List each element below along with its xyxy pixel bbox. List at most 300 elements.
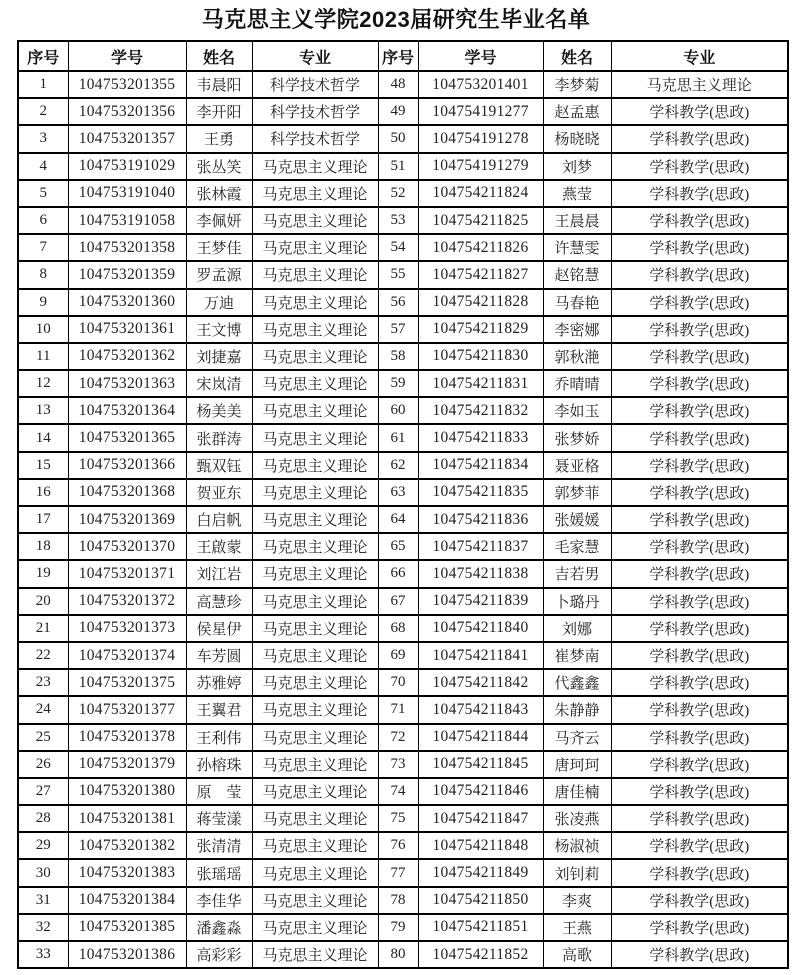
cell-name: 王翼君: [186, 696, 252, 723]
cell-name: 赵孟惠: [543, 98, 611, 125]
cell-student-id: 104753201366: [68, 452, 186, 479]
cell-major: 马克思主义理论: [252, 370, 378, 397]
cell-name: 万迪: [186, 289, 252, 316]
cell-name: 原 莹: [186, 778, 252, 805]
cell-major: 学科教学(思政): [611, 724, 788, 751]
cell-index: 58: [378, 343, 418, 370]
table-row: [18, 207, 788, 234]
header-name-right: 姓名: [543, 41, 611, 71]
graduate-roster-table: [17, 40, 789, 969]
cell-index: 79: [378, 914, 418, 941]
cell-major: 马克思主义理论: [252, 751, 378, 778]
cell-major: 学科教学(思政): [611, 180, 788, 207]
cell-index: 66: [378, 560, 418, 587]
cell-index: 48: [378, 71, 418, 98]
cell-name: 韦晨阳: [186, 71, 252, 98]
cell-student-id: 104754211831: [418, 370, 543, 397]
cell-major: 马克思主义理论: [252, 887, 378, 914]
cell-index: 78: [378, 887, 418, 914]
cell-index: 53: [378, 207, 418, 234]
cell-name: 李爽: [543, 887, 611, 914]
cell-index: 22: [18, 642, 68, 669]
cell-index: 29: [18, 832, 68, 859]
cell-major: 学科教学(思政): [611, 316, 788, 343]
cell-student-id: 104753201384: [68, 887, 186, 914]
table-header-row: [18, 41, 788, 71]
cell-student-id: 104754191278: [418, 125, 543, 152]
cell-major: 马克思主义理论: [252, 343, 378, 370]
cell-index: 30: [18, 859, 68, 886]
cell-name: 郭秋滟: [543, 343, 611, 370]
cell-major: 科学技术哲学: [252, 98, 378, 125]
cell-major: 马克思主义理论: [252, 316, 378, 343]
cell-name: 李佳华: [186, 887, 252, 914]
cell-name: 高慧珍: [186, 588, 252, 615]
cell-student-id: 104754191279: [418, 153, 543, 180]
cell-name: 毛家慧: [543, 533, 611, 560]
table-row: [18, 343, 788, 370]
table-row: [18, 778, 788, 805]
page-title: 马克思主义学院2023届研究生毕业名单: [201, 7, 591, 32]
table-row: [18, 751, 788, 778]
cell-major: 马克思主义理论: [252, 642, 378, 669]
cell-index: 19: [18, 560, 68, 587]
table-row: [18, 397, 788, 424]
cell-index: 11: [18, 343, 68, 370]
cell-major: 科学技术哲学: [252, 71, 378, 98]
cell-index: 75: [378, 805, 418, 832]
cell-student-id: 104753201361: [68, 316, 186, 343]
table-row: [18, 615, 788, 642]
cell-major: 学科教学(思政): [611, 887, 788, 914]
cell-name: 张群涛: [186, 424, 252, 451]
cell-student-id: 104753201371: [68, 560, 186, 587]
table-row: [18, 479, 788, 506]
cell-index: 56: [378, 289, 418, 316]
cell-index: 65: [378, 533, 418, 560]
cell-student-id: 104753201369: [68, 506, 186, 533]
cell-name: 王利伟: [186, 724, 252, 751]
cell-major: 学科教学(思政): [611, 560, 788, 587]
cell-major: 马克思主义理论: [252, 207, 378, 234]
cell-index: 71: [378, 696, 418, 723]
cell-student-id: 104753201382: [68, 832, 186, 859]
table-row: [18, 98, 788, 125]
cell-student-id: 104753201401: [418, 71, 543, 98]
cell-index: 18: [18, 533, 68, 560]
table-row: [18, 724, 788, 751]
cell-name: 苏雅婷: [186, 669, 252, 696]
table-row: [18, 914, 788, 941]
cell-student-id: 104754211837: [418, 533, 543, 560]
cell-name: 蒋莹漾: [186, 805, 252, 832]
cell-major: 学科教学(思政): [611, 696, 788, 723]
table-row: [18, 859, 788, 886]
header-major-left: 专业: [252, 41, 378, 71]
cell-name: 王文博: [186, 316, 252, 343]
cell-index: 63: [378, 479, 418, 506]
cell-index: 77: [378, 859, 418, 886]
table-row: [18, 560, 788, 587]
table-row: [18, 642, 788, 669]
cell-name: 贺亚东: [186, 479, 252, 506]
cell-student-id: 104754211826: [418, 234, 543, 261]
cell-major: 马克思主义理论: [252, 452, 378, 479]
cell-index: 64: [378, 506, 418, 533]
cell-name: 朱静静: [543, 696, 611, 723]
table-row: [18, 669, 788, 696]
table-row: [18, 234, 788, 261]
cell-name: 张丛笑: [186, 153, 252, 180]
cell-student-id: 104753201365: [68, 424, 186, 451]
cell-student-id: 104753201381: [68, 805, 186, 832]
table-row: [18, 533, 788, 560]
cell-name: 李梦菊: [543, 71, 611, 98]
cell-name: 郭梦菲: [543, 479, 611, 506]
cell-major: 马克思主义理论: [252, 560, 378, 587]
cell-index: 23: [18, 669, 68, 696]
cell-name: 聂亚格: [543, 452, 611, 479]
cell-index: 62: [378, 452, 418, 479]
cell-student-id: 104753201355: [68, 71, 186, 98]
cell-major: 马克思主义理论: [252, 778, 378, 805]
cell-student-id: 104753201358: [68, 234, 186, 261]
cell-major: 马克思主义理论: [252, 805, 378, 832]
cell-index: 49: [378, 98, 418, 125]
cell-student-id: 104753201377: [68, 696, 186, 723]
cell-major: 学科教学(思政): [611, 125, 788, 152]
cell-major: 学科教学(思政): [611, 479, 788, 506]
cell-major: 学科教学(思政): [611, 588, 788, 615]
table-row: [18, 805, 788, 832]
cell-student-id: 104754211828: [418, 289, 543, 316]
header-student-id-left: 学号: [68, 41, 186, 71]
cell-name: 李如玉: [543, 397, 611, 424]
cell-name: 刘娜: [543, 615, 611, 642]
cell-index: 5: [18, 180, 68, 207]
cell-major: 学科教学(思政): [611, 397, 788, 424]
cell-name: 白启帆: [186, 506, 252, 533]
cell-index: 52: [378, 180, 418, 207]
cell-student-id: 104753201373: [68, 615, 186, 642]
cell-student-id: 104754211842: [418, 669, 543, 696]
cell-index: 7: [18, 234, 68, 261]
cell-student-id: 104753201385: [68, 914, 186, 941]
cell-name: 许慧雯: [543, 234, 611, 261]
header-student-id-right: 学号: [418, 41, 543, 71]
cell-major: 学科教学(思政): [611, 370, 788, 397]
cell-student-id: 104754211849: [418, 859, 543, 886]
cell-student-id: 104754211825: [418, 207, 543, 234]
cell-major: 学科教学(思政): [611, 832, 788, 859]
cell-major: 学科教学(思政): [611, 343, 788, 370]
cell-name: 李密娜: [543, 316, 611, 343]
cell-index: 13: [18, 397, 68, 424]
cell-name: 唐珂珂: [543, 751, 611, 778]
cell-student-id: 104754211852: [418, 941, 543, 968]
cell-major: 马克思主义理论: [252, 941, 378, 968]
table-row: [18, 424, 788, 451]
cell-index: 17: [18, 506, 68, 533]
cell-major: 学科教学(思政): [611, 289, 788, 316]
cell-index: 80: [378, 941, 418, 968]
cell-major: 学科教学(思政): [611, 914, 788, 941]
cell-name: 侯星伊: [186, 615, 252, 642]
cell-student-id: 104753191029: [68, 153, 186, 180]
header-name-left: 姓名: [186, 41, 252, 71]
cell-index: 74: [378, 778, 418, 805]
cell-student-id: 104753201368: [68, 479, 186, 506]
cell-name: 罗孟源: [186, 261, 252, 288]
cell-student-id: 104754211841: [418, 642, 543, 669]
cell-name: 张凌燕: [543, 805, 611, 832]
cell-student-id: 104754211830: [418, 343, 543, 370]
cell-index: 10: [18, 316, 68, 343]
cell-major: 马克思主义理论: [252, 914, 378, 941]
header-major-right: 专业: [611, 41, 788, 71]
cell-name: 王啟蒙: [186, 533, 252, 560]
cell-student-id: 104754211827: [418, 261, 543, 288]
cell-major: 学科教学(思政): [611, 669, 788, 696]
cell-major: 学科教学(思政): [611, 452, 788, 479]
cell-student-id: 104753201364: [68, 397, 186, 424]
cell-major: 学科教学(思政): [611, 207, 788, 234]
cell-index: 70: [378, 669, 418, 696]
cell-student-id: 104753201386: [68, 941, 186, 968]
cell-name: 宋岚清: [186, 370, 252, 397]
header-index-left: 序号: [18, 41, 68, 71]
cell-major: 马克思主义理论: [252, 832, 378, 859]
cell-index: 25: [18, 724, 68, 751]
cell-name: 刘捷嘉: [186, 343, 252, 370]
cell-student-id: 104753201359: [68, 261, 186, 288]
cell-major: 马克思主义理论: [611, 71, 788, 98]
cell-student-id: 104753201375: [68, 669, 186, 696]
cell-major: 马克思主义理论: [252, 479, 378, 506]
cell-name: 张清清: [186, 832, 252, 859]
cell-student-id: 104754211836: [418, 506, 543, 533]
cell-student-id: 104753201357: [68, 125, 186, 152]
cell-student-id: 104753201383: [68, 859, 186, 886]
cell-major: 学科教学(思政): [611, 941, 788, 968]
cell-student-id: 104753201380: [68, 778, 186, 805]
cell-student-id: 104754211844: [418, 724, 543, 751]
cell-name: 高歌: [543, 941, 611, 968]
cell-name: 甄双钰: [186, 452, 252, 479]
table-row: [18, 71, 788, 98]
cell-student-id: 104754211834: [418, 452, 543, 479]
cell-student-id: 104753201356: [68, 98, 186, 125]
cell-index: 4: [18, 153, 68, 180]
cell-name: 卜璐丹: [543, 588, 611, 615]
cell-index: 68: [378, 615, 418, 642]
cell-name: 杨晓晓: [543, 125, 611, 152]
cell-index: 67: [378, 588, 418, 615]
cell-student-id: 104753201374: [68, 642, 186, 669]
cell-student-id: 104754211833: [418, 424, 543, 451]
cell-student-id: 104754211840: [418, 615, 543, 642]
cell-index: 21: [18, 615, 68, 642]
cell-index: 27: [18, 778, 68, 805]
cell-name: 马春艳: [543, 289, 611, 316]
cell-major: 学科教学(思政): [611, 615, 788, 642]
cell-name: 王梦佳: [186, 234, 252, 261]
cell-name: 赵铭慧: [543, 261, 611, 288]
cell-index: 9: [18, 289, 68, 316]
cell-index: 28: [18, 805, 68, 832]
cell-major: 学科教学(思政): [611, 751, 788, 778]
cell-student-id: 104753201379: [68, 751, 186, 778]
cell-student-id: 104753201362: [68, 343, 186, 370]
cell-index: 54: [378, 234, 418, 261]
cell-student-id: 104754211839: [418, 588, 543, 615]
cell-index: 26: [18, 751, 68, 778]
cell-major: 学科教学(思政): [611, 805, 788, 832]
cell-name: 唐佳楠: [543, 778, 611, 805]
table-row: [18, 370, 788, 397]
cell-index: 55: [378, 261, 418, 288]
cell-student-id: 104754211846: [418, 778, 543, 805]
cell-name: 张瑶瑶: [186, 859, 252, 886]
table-row: [18, 261, 788, 288]
cell-index: 57: [378, 316, 418, 343]
cell-name: 高彩彩: [186, 941, 252, 968]
cell-index: 15: [18, 452, 68, 479]
cell-name: 崔梦南: [543, 642, 611, 669]
cell-student-id: 104753201360: [68, 289, 186, 316]
cell-name: 杨淑祯: [543, 832, 611, 859]
cell-name: 潘鑫淼: [186, 914, 252, 941]
table-row: [18, 452, 788, 479]
cell-student-id: 104754211838: [418, 560, 543, 587]
cell-index: 61: [378, 424, 418, 451]
cell-major: 马克思主义理论: [252, 234, 378, 261]
table-row: [18, 153, 788, 180]
cell-major: 马克思主义理论: [252, 588, 378, 615]
cell-student-id: 104754211845: [418, 751, 543, 778]
cell-name: 张林霞: [186, 180, 252, 207]
table-row: [18, 506, 788, 533]
cell-name: 刘梦: [543, 153, 611, 180]
cell-major: 马克思主义理论: [252, 180, 378, 207]
cell-name: 张媛媛: [543, 506, 611, 533]
cell-name: 代鑫鑫: [543, 669, 611, 696]
cell-index: 76: [378, 832, 418, 859]
cell-index: 2: [18, 98, 68, 125]
table-row: [18, 887, 788, 914]
cell-name: 吉若男: [543, 560, 611, 587]
cell-index: 20: [18, 588, 68, 615]
table-row: [18, 588, 788, 615]
cell-major: 科学技术哲学: [252, 125, 378, 152]
table-row: [18, 941, 788, 968]
cell-index: 69: [378, 642, 418, 669]
cell-index: 1: [18, 71, 68, 98]
cell-student-id: 104754211847: [418, 805, 543, 832]
cell-major: 学科教学(思政): [611, 533, 788, 560]
cell-major: 马克思主义理论: [252, 615, 378, 642]
cell-student-id: 104754191277: [418, 98, 543, 125]
cell-major: 学科教学(思政): [611, 778, 788, 805]
cell-student-id: 104754211851: [418, 914, 543, 941]
cell-index: 73: [378, 751, 418, 778]
cell-major: 马克思主义理论: [252, 424, 378, 451]
cell-name: 马齐云: [543, 724, 611, 751]
cell-major: 学科教学(思政): [611, 424, 788, 451]
cell-major: 学科教学(思政): [611, 642, 788, 669]
cell-student-id: 104753191058: [68, 207, 186, 234]
cell-name: 车芳圆: [186, 642, 252, 669]
cell-student-id: 104753191040: [68, 180, 186, 207]
cell-index: 16: [18, 479, 68, 506]
cell-name: 李开阳: [186, 98, 252, 125]
cell-student-id: 104753201370: [68, 533, 186, 560]
cell-student-id: 104754211835: [418, 479, 543, 506]
cell-name: 乔晴晴: [543, 370, 611, 397]
cell-name: 刘钊莉: [543, 859, 611, 886]
cell-index: 3: [18, 125, 68, 152]
cell-index: 8: [18, 261, 68, 288]
cell-major: 学科教学(思政): [611, 234, 788, 261]
cell-index: 59: [378, 370, 418, 397]
cell-index: 12: [18, 370, 68, 397]
cell-name: 王勇: [186, 125, 252, 152]
cell-major: 学科教学(思政): [611, 153, 788, 180]
table-body: [18, 71, 788, 968]
header-index-right: 序号: [378, 41, 418, 71]
cell-index: 31: [18, 887, 68, 914]
cell-student-id: 104753201372: [68, 588, 186, 615]
cell-index: 6: [18, 207, 68, 234]
table-row: [18, 832, 788, 859]
table-row: [18, 696, 788, 723]
cell-name: 刘江岩: [186, 560, 252, 587]
cell-major: 马克思主义理论: [252, 397, 378, 424]
cell-index: 24: [18, 696, 68, 723]
cell-student-id: 104753201363: [68, 370, 186, 397]
cell-index: 50: [378, 125, 418, 152]
cell-student-id: 104754211829: [418, 316, 543, 343]
table-row: [18, 316, 788, 343]
cell-major: 学科教学(思政): [611, 506, 788, 533]
cell-major: 学科教学(思政): [611, 261, 788, 288]
cell-student-id: 104754211843: [418, 696, 543, 723]
cell-index: 33: [18, 941, 68, 968]
cell-student-id: 104754211832: [418, 397, 543, 424]
cell-index: 51: [378, 153, 418, 180]
cell-name: 燕莹: [543, 180, 611, 207]
cell-student-id: 104754211848: [418, 832, 543, 859]
table-row: [18, 125, 788, 152]
cell-major: 学科教学(思政): [611, 98, 788, 125]
cell-name: 李佩妍: [186, 207, 252, 234]
table-row: [18, 180, 788, 207]
cell-index: 32: [18, 914, 68, 941]
cell-major: 马克思主义理论: [252, 859, 378, 886]
cell-student-id: 104754211824: [418, 180, 543, 207]
cell-major: 马克思主义理论: [252, 724, 378, 751]
cell-student-id: 104753201378: [68, 724, 186, 751]
cell-major: 马克思主义理论: [252, 696, 378, 723]
cell-name: 孙榕珠: [186, 751, 252, 778]
cell-major: 学科教学(思政): [611, 859, 788, 886]
cell-name: 杨美美: [186, 397, 252, 424]
cell-major: 马克思主义理论: [252, 533, 378, 560]
cell-index: 14: [18, 424, 68, 451]
cell-student-id: 104754211850: [418, 887, 543, 914]
cell-index: 60: [378, 397, 418, 424]
cell-major: 马克思主义理论: [252, 289, 378, 316]
